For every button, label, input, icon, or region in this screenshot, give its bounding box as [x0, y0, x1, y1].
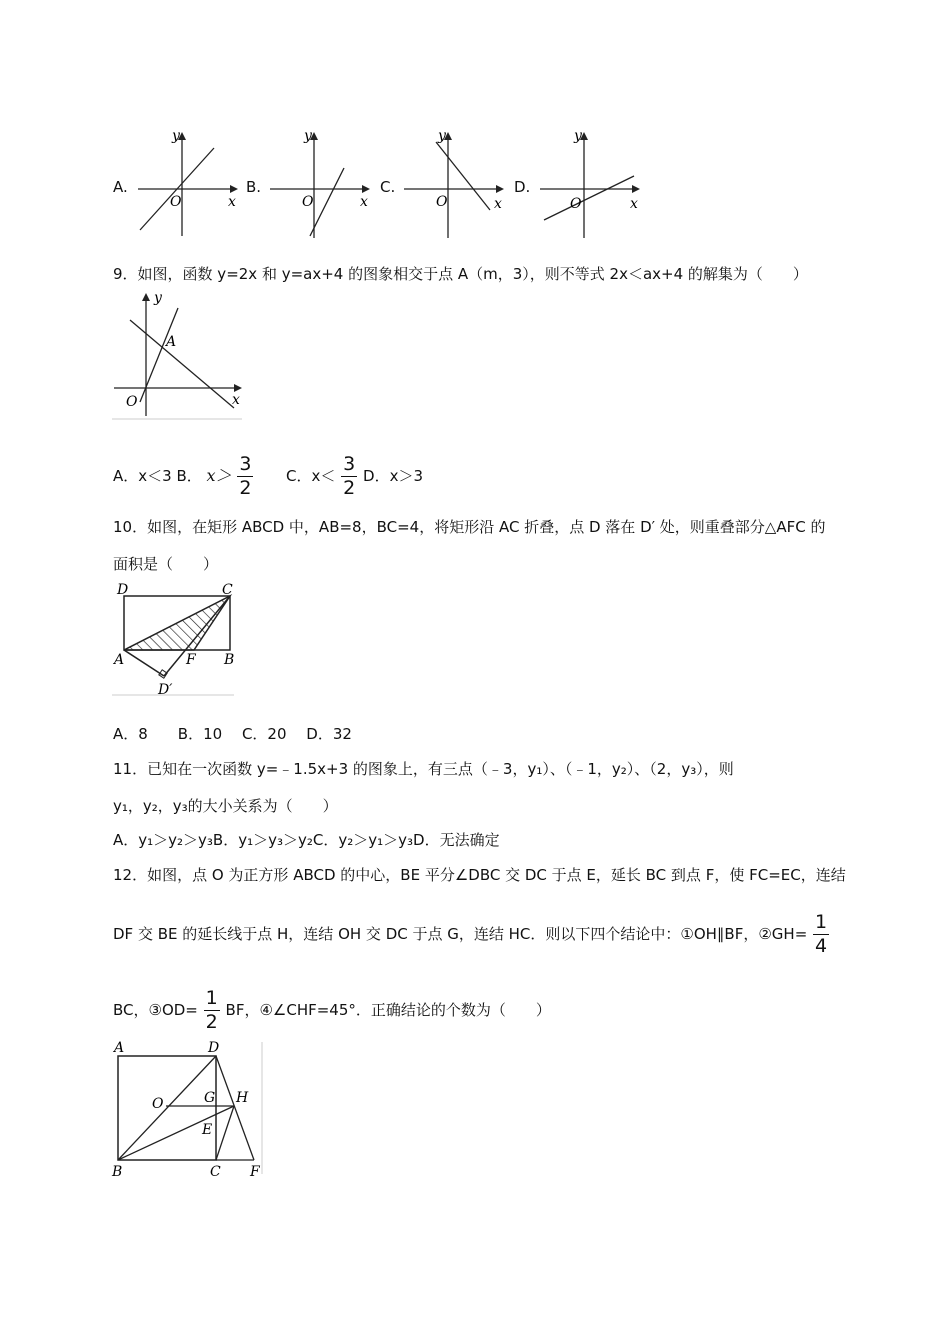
q10-point-b-label: B — [224, 652, 235, 668]
q12-fraction-1-2 — [204, 989, 220, 1032]
q9-option-c-fraction — [341, 455, 357, 498]
q8b-x-label: x — [360, 194, 368, 210]
q8c-origin-label: O — [436, 194, 448, 210]
q12-point-b-label: B — [112, 1164, 123, 1178]
q9-b-numerator: 3 — [239, 453, 252, 475]
q12-point-e-label: E — [202, 1122, 213, 1138]
q12-point-h-label: H — [236, 1090, 249, 1106]
q10-point-a-label: A — [114, 652, 125, 668]
q8a-x-label: x — [228, 194, 236, 210]
q9-c-denominator: 2 — [343, 477, 356, 499]
q9-x-label: x — [232, 392, 240, 408]
q9-option-b-fraction — [237, 455, 253, 498]
q11-line2: y₁，y₂，y₃的大小关系为（ ） — [113, 797, 338, 815]
q10-point-c-label: C — [222, 582, 233, 598]
q9-option-c-prefix: C．x＜ — [286, 467, 336, 485]
q10-point-dprime-label: D′ — [158, 682, 173, 698]
q12-fraction-1-4 — [813, 913, 829, 956]
q9-c-numerator: 3 — [343, 453, 356, 475]
q12-line3-part-b: BF，④∠CHF=45°．正确结论的个数为（ ） — [225, 1001, 551, 1019]
q8a-y-label: y — [172, 128, 180, 144]
q9-option-b-x: x＞ — [206, 466, 232, 485]
q8c-y-label: y — [438, 128, 446, 144]
q9-option-d: D．x＞3 — [363, 467, 424, 485]
q8d-y-label: y — [574, 128, 582, 144]
q10-line1: 10．如图，在矩形 ABCD 中，AB=8，BC=4，将矩形沿 AC 折叠，点 D 落在 D′ 处，则重叠部分△AFC 的 — [113, 518, 826, 536]
q10-point-f-label: F — [186, 652, 196, 668]
q12-line1: 12．如图，点 O 为正方形 ABCD 的中心，BE 平分∠DBC 交 DC 于点 E，延长 BC 到点 F，使 FC=EC，连结 — [113, 866, 846, 884]
q10-line2: 面积是（ ） — [113, 555, 219, 573]
q12-line2-text: DF 交 BE 的延长线于点 H，连结 OH 交 DC 于点 G，连结 HC．则以下四个结论中：①OH∥BF，②GH= — [113, 925, 808, 943]
q8d-origin-label: O — [570, 196, 582, 212]
q11-options: A．y₁＞y₂＞y₃B．y₁＞y₃＞y₂C．y₂＞y₁＞y₃D．无法确定 — [113, 831, 500, 849]
q9-option-b-prefix: B． — [176, 467, 202, 485]
q8b-y-label: y — [304, 128, 312, 144]
q9-stem: 9．如图，函数 y=2x 和 y=ax+4 的图象相交于点 A（m，3），则不等式 2x＜ax+4 的解集为（ ） — [113, 265, 808, 283]
q8-option-d-label: D. — [514, 178, 531, 196]
q12-line3-part-a: BC，③OD= — [113, 1001, 198, 1019]
q12-point-o-label: O — [152, 1096, 164, 1112]
q12-figure — [110, 1038, 266, 1178]
q10-options: A．8 B．10 C．20 D．32 — [113, 725, 352, 743]
q8b-origin-label: O — [302, 194, 314, 210]
q12-frac1-numerator: 1 — [815, 911, 828, 933]
q8-graph-b — [266, 128, 374, 240]
q12-point-f-label: F — [250, 1164, 260, 1178]
q12-point-g-label: G — [204, 1090, 216, 1106]
q12-frac1-denominator: 4 — [815, 935, 828, 957]
q8-graph-a — [134, 128, 242, 240]
q8d-x-label: x — [630, 196, 638, 212]
q12-point-c-label: C — [210, 1164, 221, 1178]
q10-figure — [112, 580, 238, 698]
q8-graph-c — [400, 128, 508, 240]
q8a-origin-label: O — [170, 194, 182, 210]
q10-point-d-label: D — [117, 582, 129, 598]
q12-point-d-label: D — [208, 1040, 220, 1056]
q12-line2 — [113, 912, 830, 956]
q8-option-a-label: A. — [113, 178, 128, 196]
q8-option-c-label: C. — [380, 178, 396, 196]
q9-origin-label: O — [126, 394, 138, 410]
q12-point-a-label: A — [114, 1040, 125, 1056]
q9-figure — [112, 288, 246, 422]
q9-y-label: y — [154, 290, 162, 306]
q8-graph-d — [536, 128, 644, 240]
q9-options — [113, 455, 423, 498]
q9-point-a-label: A — [166, 334, 177, 350]
q9-option-a: A．x＜3 — [113, 467, 172, 485]
q8c-x-label: x — [494, 196, 502, 212]
q12-line3 — [113, 988, 551, 1032]
q12-frac2-denominator: 2 — [205, 1011, 218, 1033]
q8-option-b-label: B. — [246, 178, 262, 196]
q12-frac2-numerator: 1 — [205, 987, 218, 1009]
q9-b-denominator: 2 — [239, 477, 252, 499]
q11-line1: 11．已知在一次函数 y=﹣1.5x+3 的图象上，有三点（﹣3，y₁）、（﹣1，y₂）、（2，y₃），则 — [113, 760, 734, 778]
